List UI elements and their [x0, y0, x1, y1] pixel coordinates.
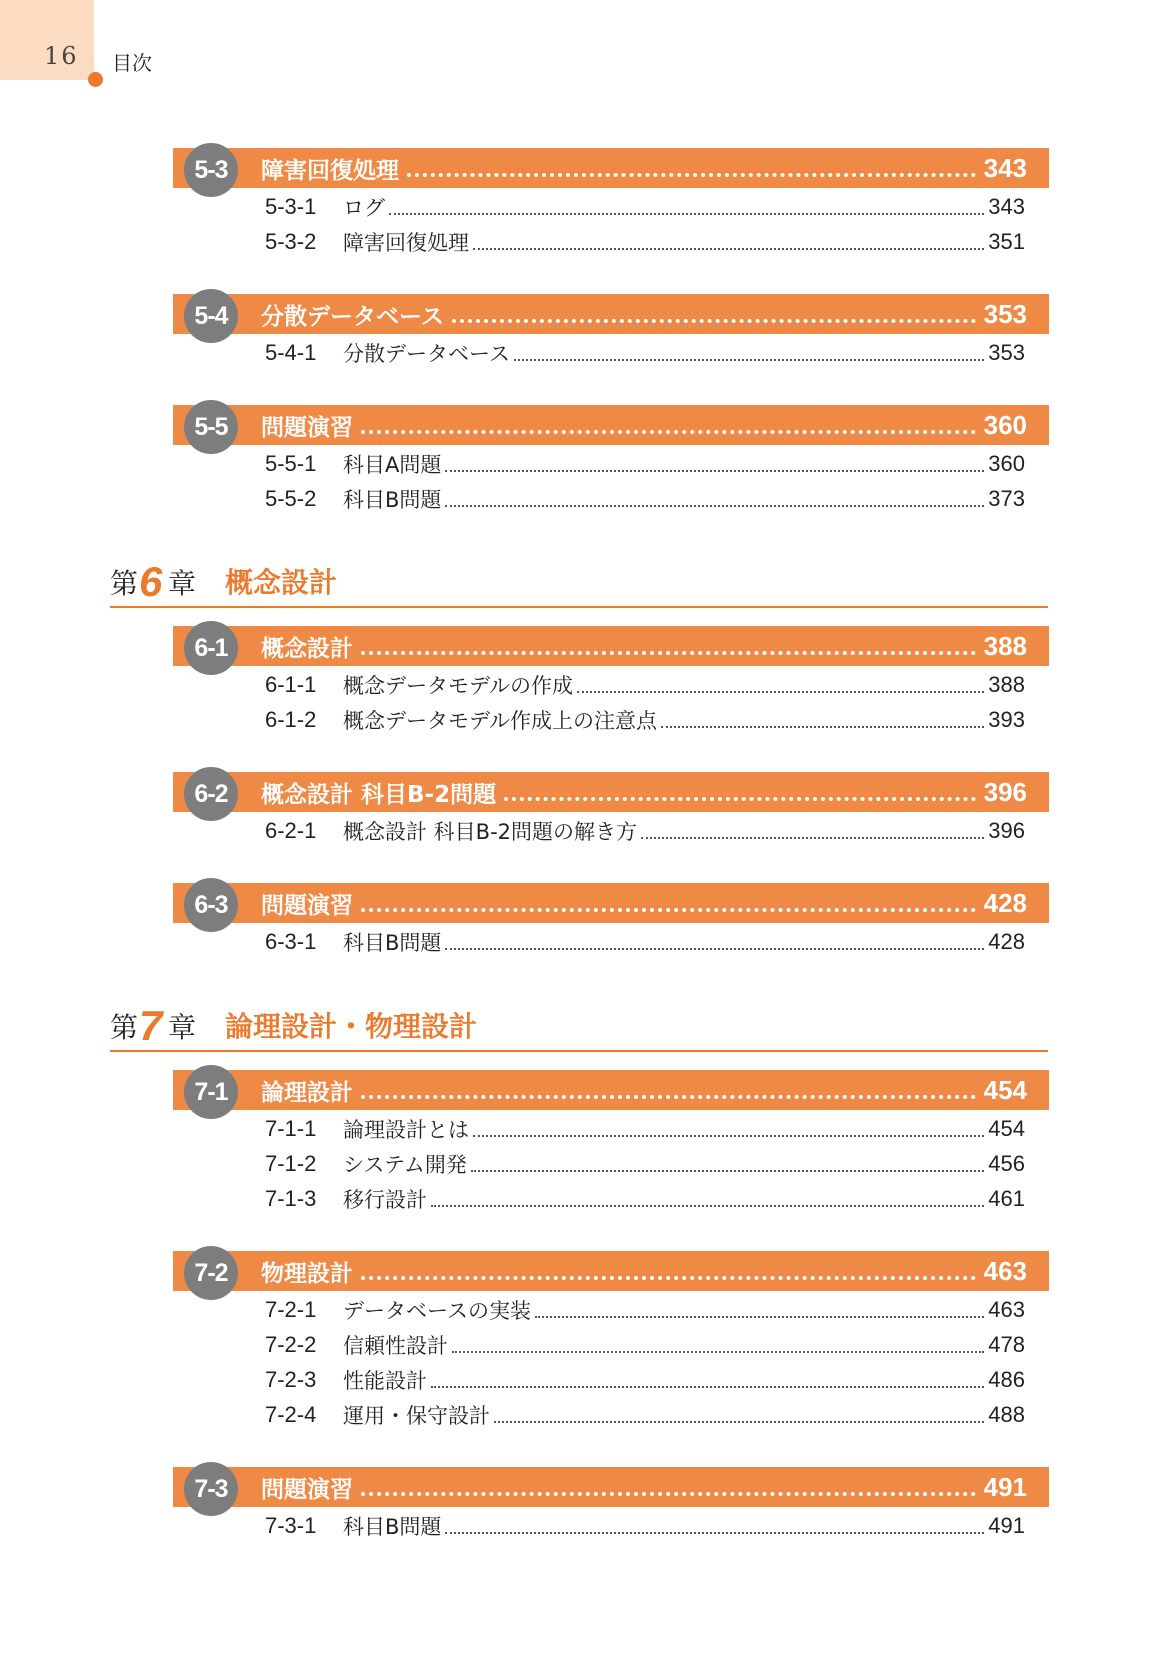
- section-title: 物理設計: [261, 1260, 353, 1287]
- subsection-number: 7-2-2: [265, 1332, 317, 1357]
- subsection-number: 5-4-1: [265, 340, 317, 365]
- section-page-number: 343: [983, 152, 1027, 183]
- section-title: 分散データベース: [261, 303, 444, 330]
- dot-leader: [494, 1421, 984, 1423]
- section-number-badge: 6-2: [184, 767, 238, 821]
- dot-leader: [514, 359, 984, 361]
- section-page-number: 463: [983, 1255, 1027, 1286]
- subsection-page-number: 351: [988, 229, 1025, 254]
- subsection-number: 6-2-1: [265, 818, 317, 843]
- dot-leader: [361, 1095, 976, 1099]
- subsection-number: 6-1-1: [265, 672, 317, 697]
- subsection-title: 科目B問題: [343, 1515, 442, 1539]
- dot-leader: [445, 470, 984, 472]
- subsection-number: 7-2-3: [265, 1367, 317, 1392]
- section-row: [261, 626, 1027, 666]
- section-bar[interactable]: [173, 148, 1049, 188]
- dot-leader: [361, 1492, 976, 1496]
- dot-leader: [445, 1532, 984, 1534]
- subsection-number: 5-3-1: [265, 194, 317, 219]
- dot-leader: [535, 1316, 984, 1318]
- dot-leader: [361, 1276, 976, 1280]
- subsection-entry[interactable]: [265, 814, 1025, 848]
- chapter-suffix: 章: [168, 567, 197, 600]
- subsection-page-number: 388: [988, 672, 1025, 697]
- section-row: [261, 294, 1027, 334]
- chapter-heading: [110, 556, 1048, 608]
- section-row: [261, 1467, 1027, 1507]
- section-page-number: 454: [983, 1074, 1027, 1105]
- dot-leader: [361, 430, 976, 434]
- subsection-number: 7-3-1: [265, 1513, 317, 1538]
- dot-leader: [431, 1205, 984, 1207]
- subsection-entry[interactable]: [265, 1182, 1025, 1216]
- subsection-page-number: 463: [988, 1297, 1025, 1322]
- section-number-badge: 5-5: [184, 400, 238, 454]
- section-page-number: 353: [983, 298, 1027, 329]
- subsection-title: 概念データモデルの作成: [343, 674, 573, 698]
- running-title: 目次: [112, 51, 152, 75]
- section-title: 概念設計: [261, 635, 353, 662]
- subsection-page-number: 373: [988, 486, 1025, 511]
- subsection-number: 5-5-1: [265, 451, 317, 476]
- subsection-title: 信頼性設計: [343, 1334, 448, 1358]
- subsection-title: データベースの実装: [343, 1299, 531, 1323]
- subsection-entry[interactable]: [265, 925, 1025, 959]
- chapter-title[interactable]: 概念設計: [225, 566, 338, 599]
- chapter-title[interactable]: 論理設計・物理設計: [225, 1010, 478, 1043]
- chapter-prefix: 第: [110, 1011, 139, 1044]
- dot-leader: [361, 908, 976, 912]
- section-bar[interactable]: [173, 405, 1049, 445]
- section-number-badge: 7-3: [184, 1462, 238, 1516]
- subsection-title: 性能設計: [343, 1369, 427, 1393]
- subsection-number: 5-5-2: [265, 486, 317, 511]
- subsection-entry[interactable]: [265, 1112, 1025, 1146]
- subsection-entry[interactable]: [265, 447, 1025, 481]
- subsection-page-number: 488: [988, 1402, 1025, 1427]
- subsection-number: 5-3-2: [265, 229, 317, 254]
- section-bar[interactable]: [173, 1467, 1049, 1507]
- subsection-page-number: 396: [988, 818, 1025, 843]
- subsection-page-number: 491: [988, 1513, 1025, 1538]
- subsection-page-number: 454: [988, 1116, 1025, 1141]
- dot-leader: [473, 248, 984, 250]
- subsection-number: 7-2-1: [265, 1297, 317, 1322]
- subsection-title: 概念設計 科目B-2問題の解き方: [343, 820, 638, 844]
- subsection-title: 科目B問題: [343, 488, 442, 512]
- subsection-number: 7-1-3: [265, 1186, 317, 1211]
- section-page-number: 360: [983, 409, 1027, 440]
- section-title: 概念設計 科目B-2問題: [261, 781, 497, 808]
- dot-leader: [577, 691, 984, 693]
- section-bar[interactable]: [173, 1070, 1049, 1110]
- section-row: [261, 148, 1027, 188]
- dot-leader: [504, 797, 976, 801]
- subsection-number: 6-1-2: [265, 707, 317, 732]
- subsection-page-number: 428: [988, 929, 1025, 954]
- section-page-number: 396: [983, 776, 1027, 807]
- section-bar[interactable]: [173, 772, 1049, 812]
- section-number-badge: 7-2: [184, 1246, 238, 1300]
- dot-leader: [389, 213, 984, 215]
- section-bar[interactable]: [173, 626, 1049, 666]
- subsection-number: 7-2-4: [265, 1402, 317, 1427]
- subsection-title: 科目B問題: [343, 931, 442, 955]
- section-row: [261, 1251, 1027, 1291]
- subsection-entry[interactable]: [265, 336, 1025, 370]
- section-title: 問題演習: [261, 892, 353, 919]
- section-title: 問題演習: [261, 414, 353, 441]
- section-number-badge: 5-3: [184, 143, 238, 197]
- section-page-number: 491: [983, 1471, 1027, 1502]
- subsection-title: ログ: [343, 196, 385, 220]
- subsection-title: 分散データベース: [343, 342, 510, 366]
- subsection-title: 移行設計: [343, 1188, 427, 1212]
- section-row: [261, 772, 1027, 812]
- subsection-title: 運用・保守設計: [343, 1404, 490, 1428]
- dot-leader: [407, 173, 976, 177]
- subsection-title: 論理設計とは: [343, 1118, 469, 1142]
- dot-leader: [452, 319, 976, 323]
- section-row: [261, 405, 1027, 445]
- subsection-entry[interactable]: [265, 482, 1025, 516]
- subsection-entry[interactable]: [265, 668, 1025, 702]
- subsection-number: 6-3-1: [265, 929, 317, 954]
- section-title: 問題演習: [261, 1476, 353, 1503]
- subsection-page-number: 461: [988, 1186, 1025, 1211]
- subsection-page-number: 486: [988, 1367, 1025, 1392]
- section-title: 論理設計: [261, 1079, 353, 1106]
- dot-leader: [452, 1351, 984, 1353]
- subsection-title: 科目A問題: [343, 453, 442, 477]
- section-bar[interactable]: [173, 1251, 1049, 1291]
- section-row: [261, 1070, 1027, 1110]
- section-row: [261, 883, 1027, 923]
- subsection-entry[interactable]: [265, 1509, 1025, 1543]
- section-bar[interactable]: [173, 294, 1049, 334]
- section-page-number: 388: [983, 630, 1027, 661]
- dot-leader: [473, 1135, 984, 1137]
- section-number-badge: 7-1: [184, 1065, 238, 1119]
- section-title: 障害回復処理: [261, 157, 399, 184]
- subsection-number: 7-1-1: [265, 1116, 317, 1141]
- subsection-entry[interactable]: [265, 225, 1025, 259]
- subsection-number: 7-1-2: [265, 1151, 317, 1176]
- chapter-number: 6: [139, 558, 163, 605]
- dot-leader: [445, 505, 984, 507]
- dot-leader: [361, 651, 976, 655]
- dot-leader: [641, 837, 984, 839]
- page-number: 16: [44, 42, 79, 70]
- section-page-number: 428: [983, 887, 1027, 918]
- subsection-page-number: 343: [988, 194, 1025, 219]
- subsection-title: システム開発: [343, 1153, 467, 1177]
- chapter-heading: [110, 1000, 1048, 1052]
- subsection-page-number: 393: [988, 707, 1025, 732]
- subsection-title: 障害回復処理: [343, 231, 469, 255]
- dot-leader: [445, 948, 984, 950]
- subsection-entry[interactable]: [265, 1147, 1025, 1181]
- subsection-page-number: 353: [988, 340, 1025, 365]
- subsection-title: 概念データモデル作成上の注意点: [343, 709, 657, 733]
- section-number-badge: 5-4: [184, 289, 238, 343]
- section-bar[interactable]: [173, 883, 1049, 923]
- section-number-badge: 6-3: [184, 878, 238, 932]
- dot-leader: [471, 1170, 984, 1172]
- subsection-entry[interactable]: [265, 1398, 1025, 1432]
- chapter-suffix: 章: [168, 1011, 197, 1044]
- subsection-entry[interactable]: [265, 1293, 1025, 1327]
- subsection-page-number: 478: [988, 1332, 1025, 1357]
- subsection-entry[interactable]: [265, 1363, 1025, 1397]
- chapter-number: 7: [139, 1002, 163, 1049]
- chapter-prefix: 第: [110, 567, 139, 600]
- subsection-entry[interactable]: [265, 190, 1025, 224]
- page-marker-dot: [88, 72, 103, 87]
- subsection-page-number: 360: [988, 451, 1025, 476]
- subsection-page-number: 456: [988, 1151, 1025, 1176]
- subsection-entry[interactable]: [265, 703, 1025, 737]
- subsection-entry[interactable]: [265, 1328, 1025, 1362]
- dot-leader: [661, 726, 984, 728]
- section-number-badge: 6-1: [184, 621, 238, 675]
- dot-leader: [431, 1386, 984, 1388]
